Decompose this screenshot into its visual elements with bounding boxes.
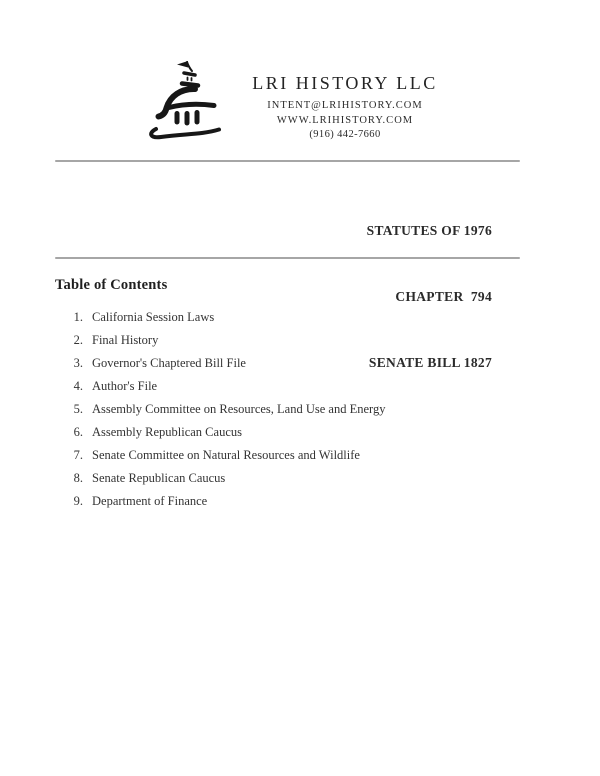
toc-item-number: 9. bbox=[73, 494, 83, 508]
chapter-line: CHAPTER 794 bbox=[395, 289, 492, 304]
toc-item-number: 7. bbox=[73, 448, 83, 462]
toc-item-number: 6. bbox=[73, 425, 83, 439]
toc-item bbox=[67, 426, 555, 439]
toc-item-label: Assembly Committee on Resources, Land Use and Energy bbox=[92, 402, 386, 416]
toc-item-label: Senate Republican Caucus bbox=[92, 471, 226, 485]
toc-item-number: 4. bbox=[73, 379, 83, 393]
toc-item bbox=[67, 472, 555, 485]
divider-bottom bbox=[55, 257, 520, 259]
toc-item bbox=[67, 380, 555, 393]
toc-item bbox=[67, 357, 555, 370]
toc-heading: Table of Contents bbox=[55, 277, 168, 293]
company-phone: (916) 442-7660 bbox=[309, 129, 381, 140]
toc-item-number: 1. bbox=[73, 310, 83, 324]
toc-item-label: Final History bbox=[92, 333, 159, 347]
toc-item-label: Assembly Republican Caucus bbox=[92, 425, 242, 439]
company-website: WWW.LRIHISTORY.COM bbox=[276, 114, 414, 126]
toc-list bbox=[55, 311, 555, 508]
toc-item-label: California Session Laws bbox=[92, 310, 215, 324]
statutes-line: STATUTES OF 1976 bbox=[366, 223, 492, 238]
table-of-contents bbox=[55, 277, 555, 518]
toc-item-number: 2. bbox=[73, 333, 83, 347]
toc-item bbox=[67, 449, 555, 462]
toc-item-label: Governor's Chaptered Bill File bbox=[92, 356, 246, 370]
toc-item bbox=[67, 311, 555, 324]
company-email: INTENT@LRIHISTORY.COM bbox=[267, 100, 423, 111]
toc-item-number: 3. bbox=[73, 356, 83, 370]
toc-item bbox=[67, 334, 555, 347]
letterhead-info bbox=[225, 72, 465, 143]
toc-item-number: 8. bbox=[73, 471, 83, 485]
toc-item-label: Senate Committee on Natural Resources and Wildlife bbox=[92, 448, 360, 462]
toc-item-label: Author's File bbox=[92, 379, 158, 393]
toc-item bbox=[67, 403, 555, 416]
toc-item-label: Department of Finance bbox=[92, 494, 208, 508]
toc-item-number: 5. bbox=[73, 402, 83, 416]
company-name: LRI HISTORY LLC bbox=[252, 73, 438, 93]
divider-top bbox=[55, 160, 520, 162]
senate-bill-line: SENATE BILL 1827 bbox=[368, 355, 492, 370]
capitol-dome-logo-icon bbox=[138, 58, 230, 144]
toc-item bbox=[67, 495, 555, 508]
